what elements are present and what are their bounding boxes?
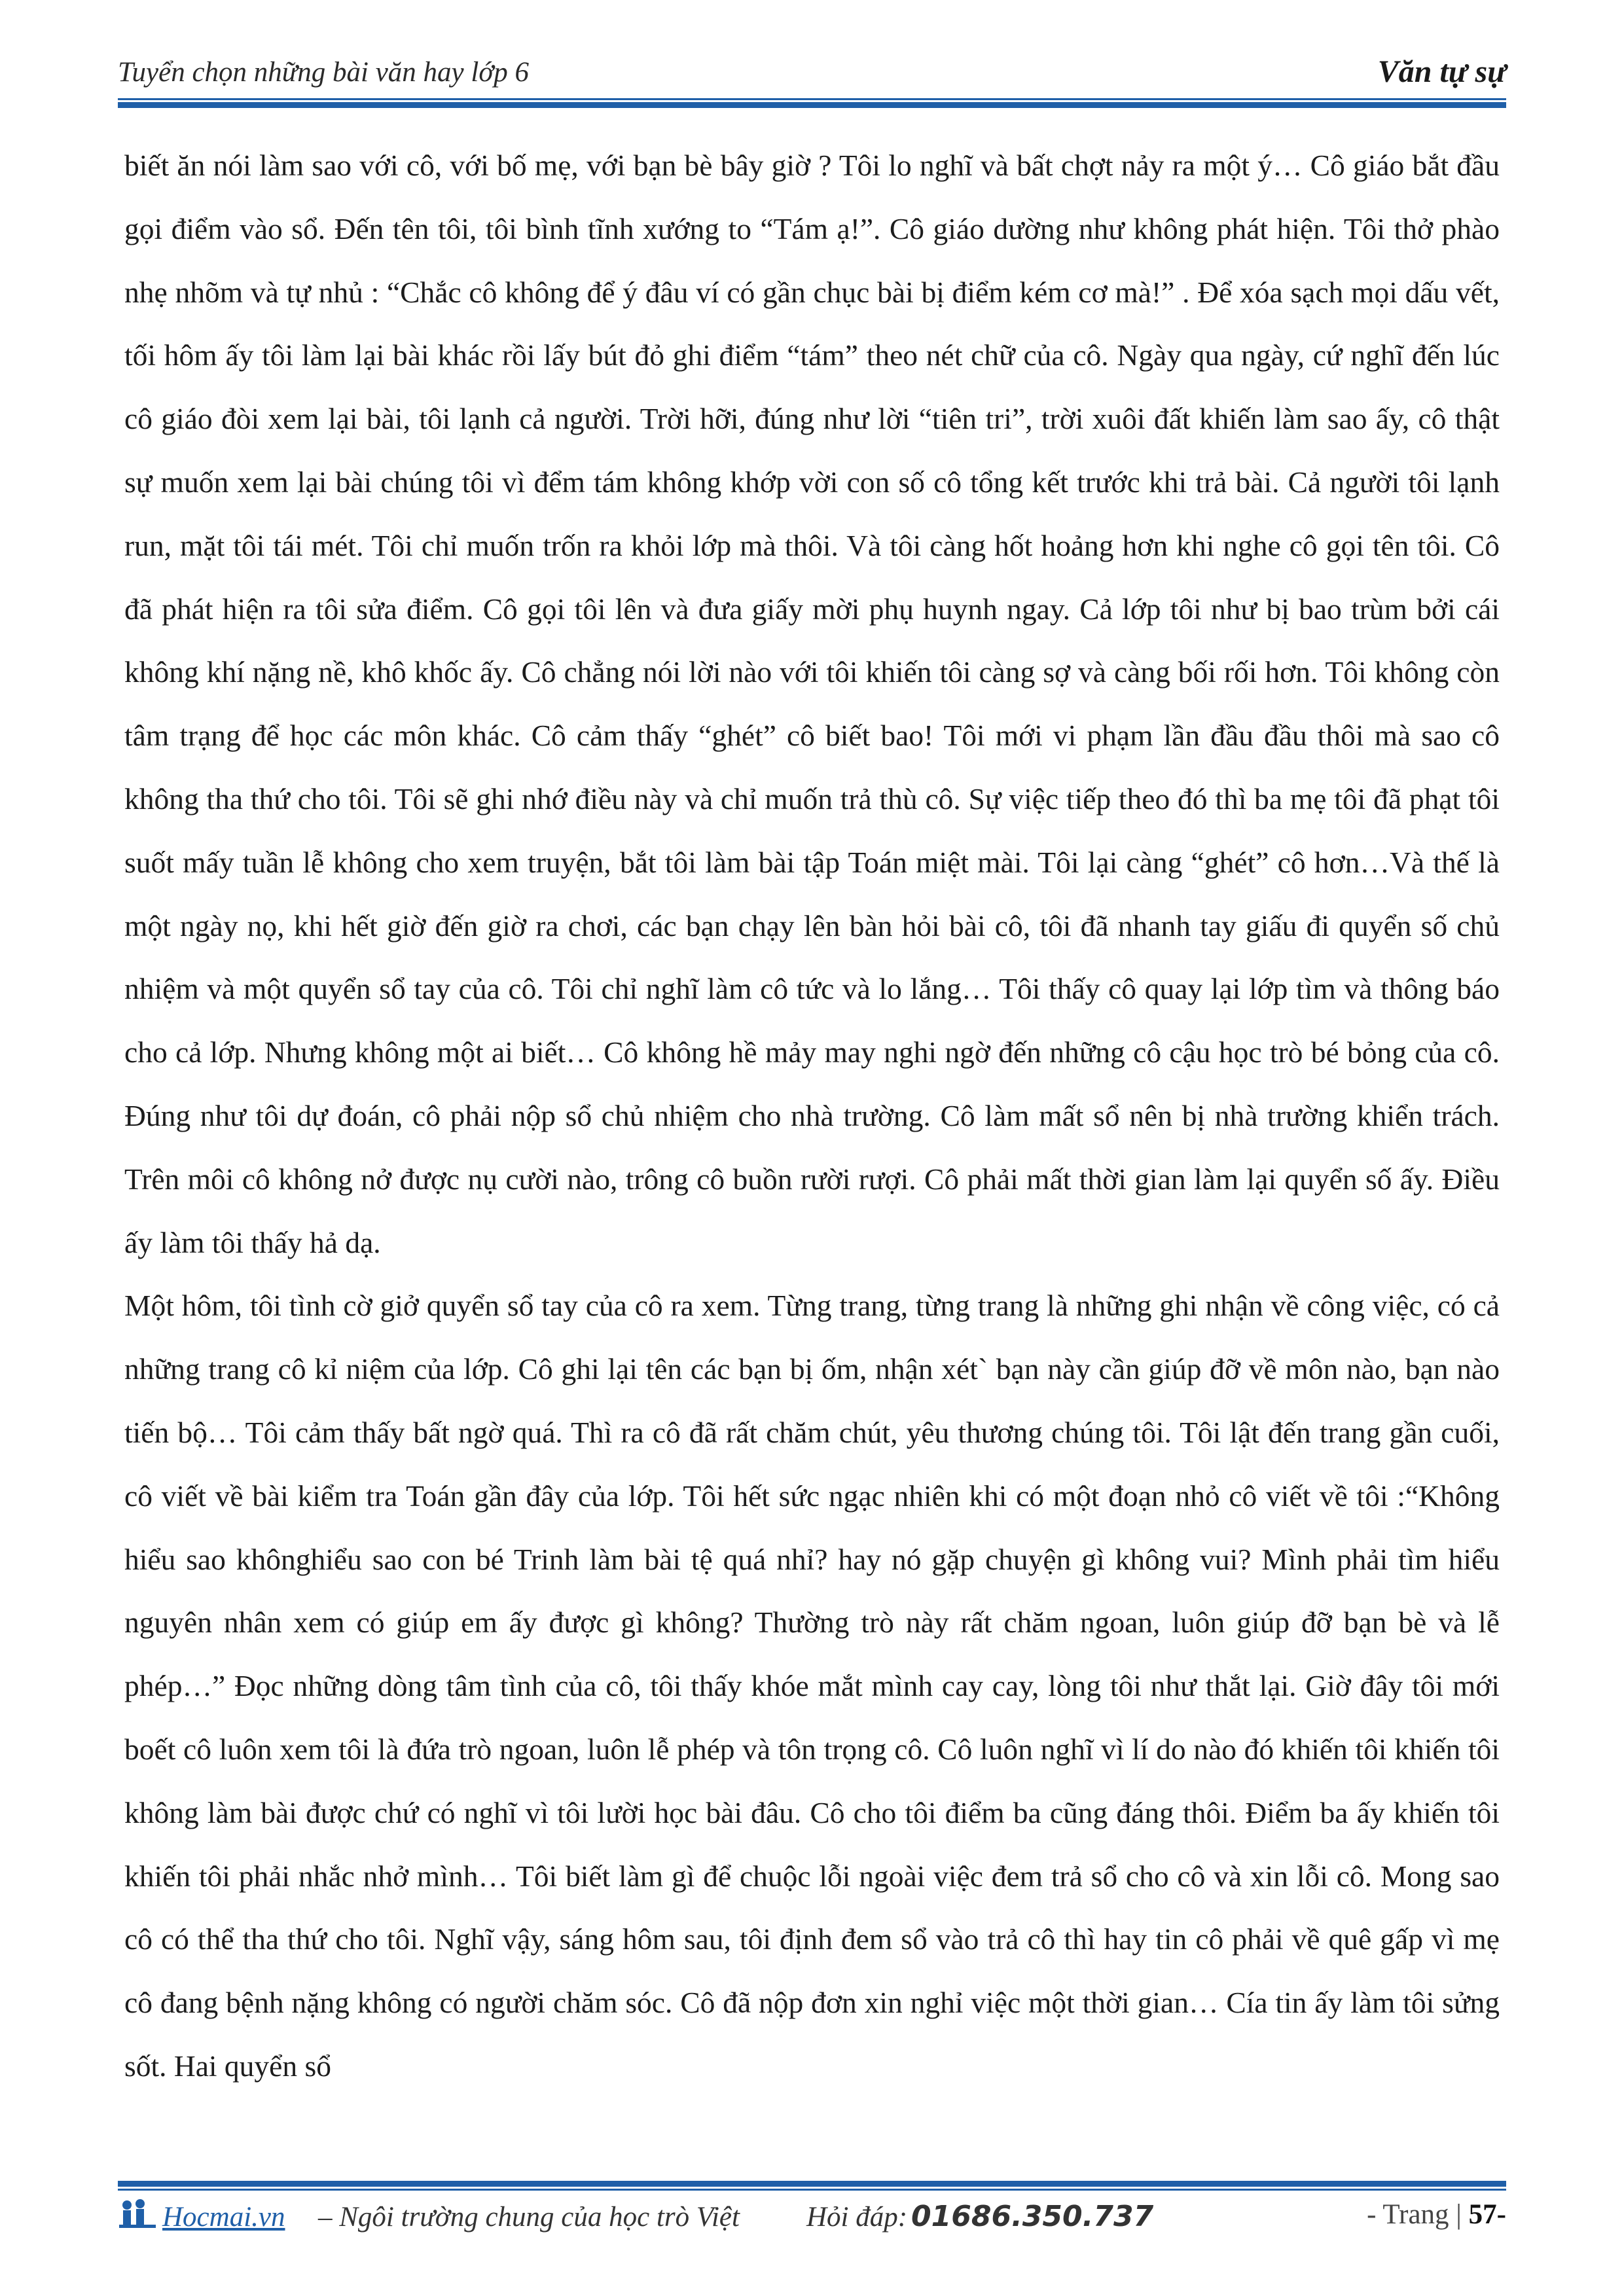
header-book-title: Tuyển chọn những bài văn hay lớp 6 <box>118 57 530 88</box>
header-rule-thick <box>118 102 1506 108</box>
body-text <box>124 134 1500 2098</box>
footer-brand-link[interactable]: Hocmai.vn <box>162 2202 285 2233</box>
page-number: 57- <box>1468 2199 1506 2230</box>
page-footer <box>118 2196 1506 2248</box>
header-rule-thin <box>118 98 1506 100</box>
hocmai-logo-icon <box>118 2198 157 2230</box>
footer-page-number <box>1367 2198 1506 2231</box>
header-section-title: Văn tự sự <box>1377 54 1506 89</box>
page-header <box>118 45 1506 97</box>
page-label: - Trang | <box>1367 2199 1462 2230</box>
footer-hotline-label: Hỏi đáp: <box>806 2202 908 2233</box>
paragraph-1: biết ăn nói làm sao với cô, với bố mẹ, với bạn bè bây giờ ? Tôi lo nghĩ và bất chợt nảy ra một ý… Cô giáo bắt đầu gọi điểm vào sổ. Đến tên tôi, tôi bình tĩnh xướng to “Tám ạ!”. Cô giáo dường như không phát hiện. Tôi thở phào nhẹ nhõm và tự nhủ : “Chắc cô không để ý đâu ví có gần chục bài bị điểm kém cơ mà!” . Để xóa sạch mọi dấu vết, tối hôm ấy tôi làm lại bài khác rồi lấy bút đỏ ghi điểm “tám” theo nét chữ của cô. Ngày qua ngày, cứ nghĩ đến lúc cô giáo đòi xem lại bài, tôi lạnh cả người. Trời hỡi, đúng như lời “tiên tri”, trời xuôi đất khiến làm sao ấy, cô thật sự muốn xem lại bài chúng tôi vì đểm tám không khớp vời con số cô tổng kết trước khi trả bài. Cả người tôi lạnh run, mặt tôi tái mét. Tôi chỉ muốn trốn ra khỏi lớp mà thôi. Và tôi càng hốt hoảng hơn khi nghe cô gọi tên tôi. Cô đã phát hiện ra tôi sửa điểm. Cô gọi tôi lên và đưa giấy mời phụ huynh ngay. Cả lớp tôi như bị bao trùm bởi cái không khí nặng nề, khô khốc ấy. Cô chẳng nói lời nào với tôi khiến tôi càng sợ và càng bối rối hơn. Tôi không còn tâm trạng để học các môn khác. Cô cảm thấy “ghét” cô biết bao! Tôi mới vi phạm lần đầu đầu thôi mà sao cô không tha thứ cho tôi. Tôi sẽ ghi nhớ điều này và chỉ muốn trả thù cô. Sự việc tiếp theo đó thì ba mẹ tôi đã phạt tôi suốt mấy tuần lễ không cho xem truyện, bắt tôi làm bài tập Toán miệt mài. Tôi lại càng “ghét” cô hơn…Và thế là một ngày nọ, khi hết giờ đến giờ ra chơi, các bạn chạy lên bàn hỏi bài cô, tôi đã nhanh tay giấu đi quyển số chủ nhiệm và một quyển sổ tay của cô. Tôi chỉ nghĩ làm cô tức và lo lắng… Tôi thấy cô quay lại lớp tìm và thông báo cho cả lớp. Nhưng không một ai biết… Cô không hề mảy may nghi ngờ đến những cô cậu học trò bé bỏng của cô. Đúng như tôi dự đoán, cô phải nộp sổ chủ nhiệm cho nhà trường. Cô làm mất sổ nên bị nhà trường khiển trách. Trên môi cô không nở được nụ cười nào, trông cô buồn rười rượi. Cô phải mất thời gian làm lại quyển số ấy. Điều ấy làm tôi thấy hả dạ. <box>124 149 1500 1259</box>
footer-slogan: – Ngôi trường chung của học trò Việt <box>318 2202 740 2233</box>
footer-rule-thin <box>118 2189 1506 2191</box>
footer-hotline: 01686.350.737 <box>911 2200 1154 2233</box>
paragraph-2: Một hôm, tôi tình cờ giở quyển sổ tay của cô ra xem. Từng trang, từng trang là những ghi nhận về công việc, có cả những trang cô kỉ niệm của lớp. Cô ghi lại tên các bạn bị ốm, nhận xét` bạn này cần giúp đỡ về môn nào, bạn nào tiến bộ… Tôi cảm thấy bất ngờ quá. Thì ra cô đã rất chăm chút, yêu thương chúng tôi. Tôi lật đến trang gần cuối, cô viết về bài kiểm tra Toán gần đây của lớp. Tôi hết sức ngạc nhiên khi có một đoạn nhỏ cô viết về tôi :“Không hiểu sao khônghiểu sao con bé Trinh làm bài tệ quá nhỉ? hay nó gặp chuyện gì không vui? Mình phải tìm hiểu nguyên nhân xem có giúp em ấy được gì không? Thường trò này rất chăm ngoan, luôn giúp đỡ bạn bè và lễ phép…” Đọc những dòng tâm tình của cô, tôi thấy khóe mắt mình cay cay, lòng tôi như thắt lại. Giờ đây tôi mới boết cô luôn xem tôi là đứa trò ngoan, luôn lễ phép và tôn trọng cô. Cô luôn nghĩ vì lí do nào đó khiến tôi khiến tôi không làm bài được chứ có nghĩ vì tôi lười học bài đâu. Cô cho tôi điểm ba cũng đáng thôi. Điểm ba ấy khiến tôi khiến tôi phải nhắc nhở mình… Tôi biết làm gì để chuộc lỗi ngoài việc đem trả sổ cho cô và xin lỗi cô. Mong sao cô có thể tha thứ cho tôi. Nghĩ vậy, sáng hôm sau, tôi định đem sổ vào trả cô thì hay tin cô phải về quê gấp vì mẹ cô đang bệnh nặng không có người chăm sóc. Cô đã nộp đơn xin nghỉ việc một thời gian… Cía tin ấy làm tôi sửng sốt. Hai quyển sổ <box>124 1289 1500 2083</box>
footer-rule-thick <box>118 2181 1506 2187</box>
